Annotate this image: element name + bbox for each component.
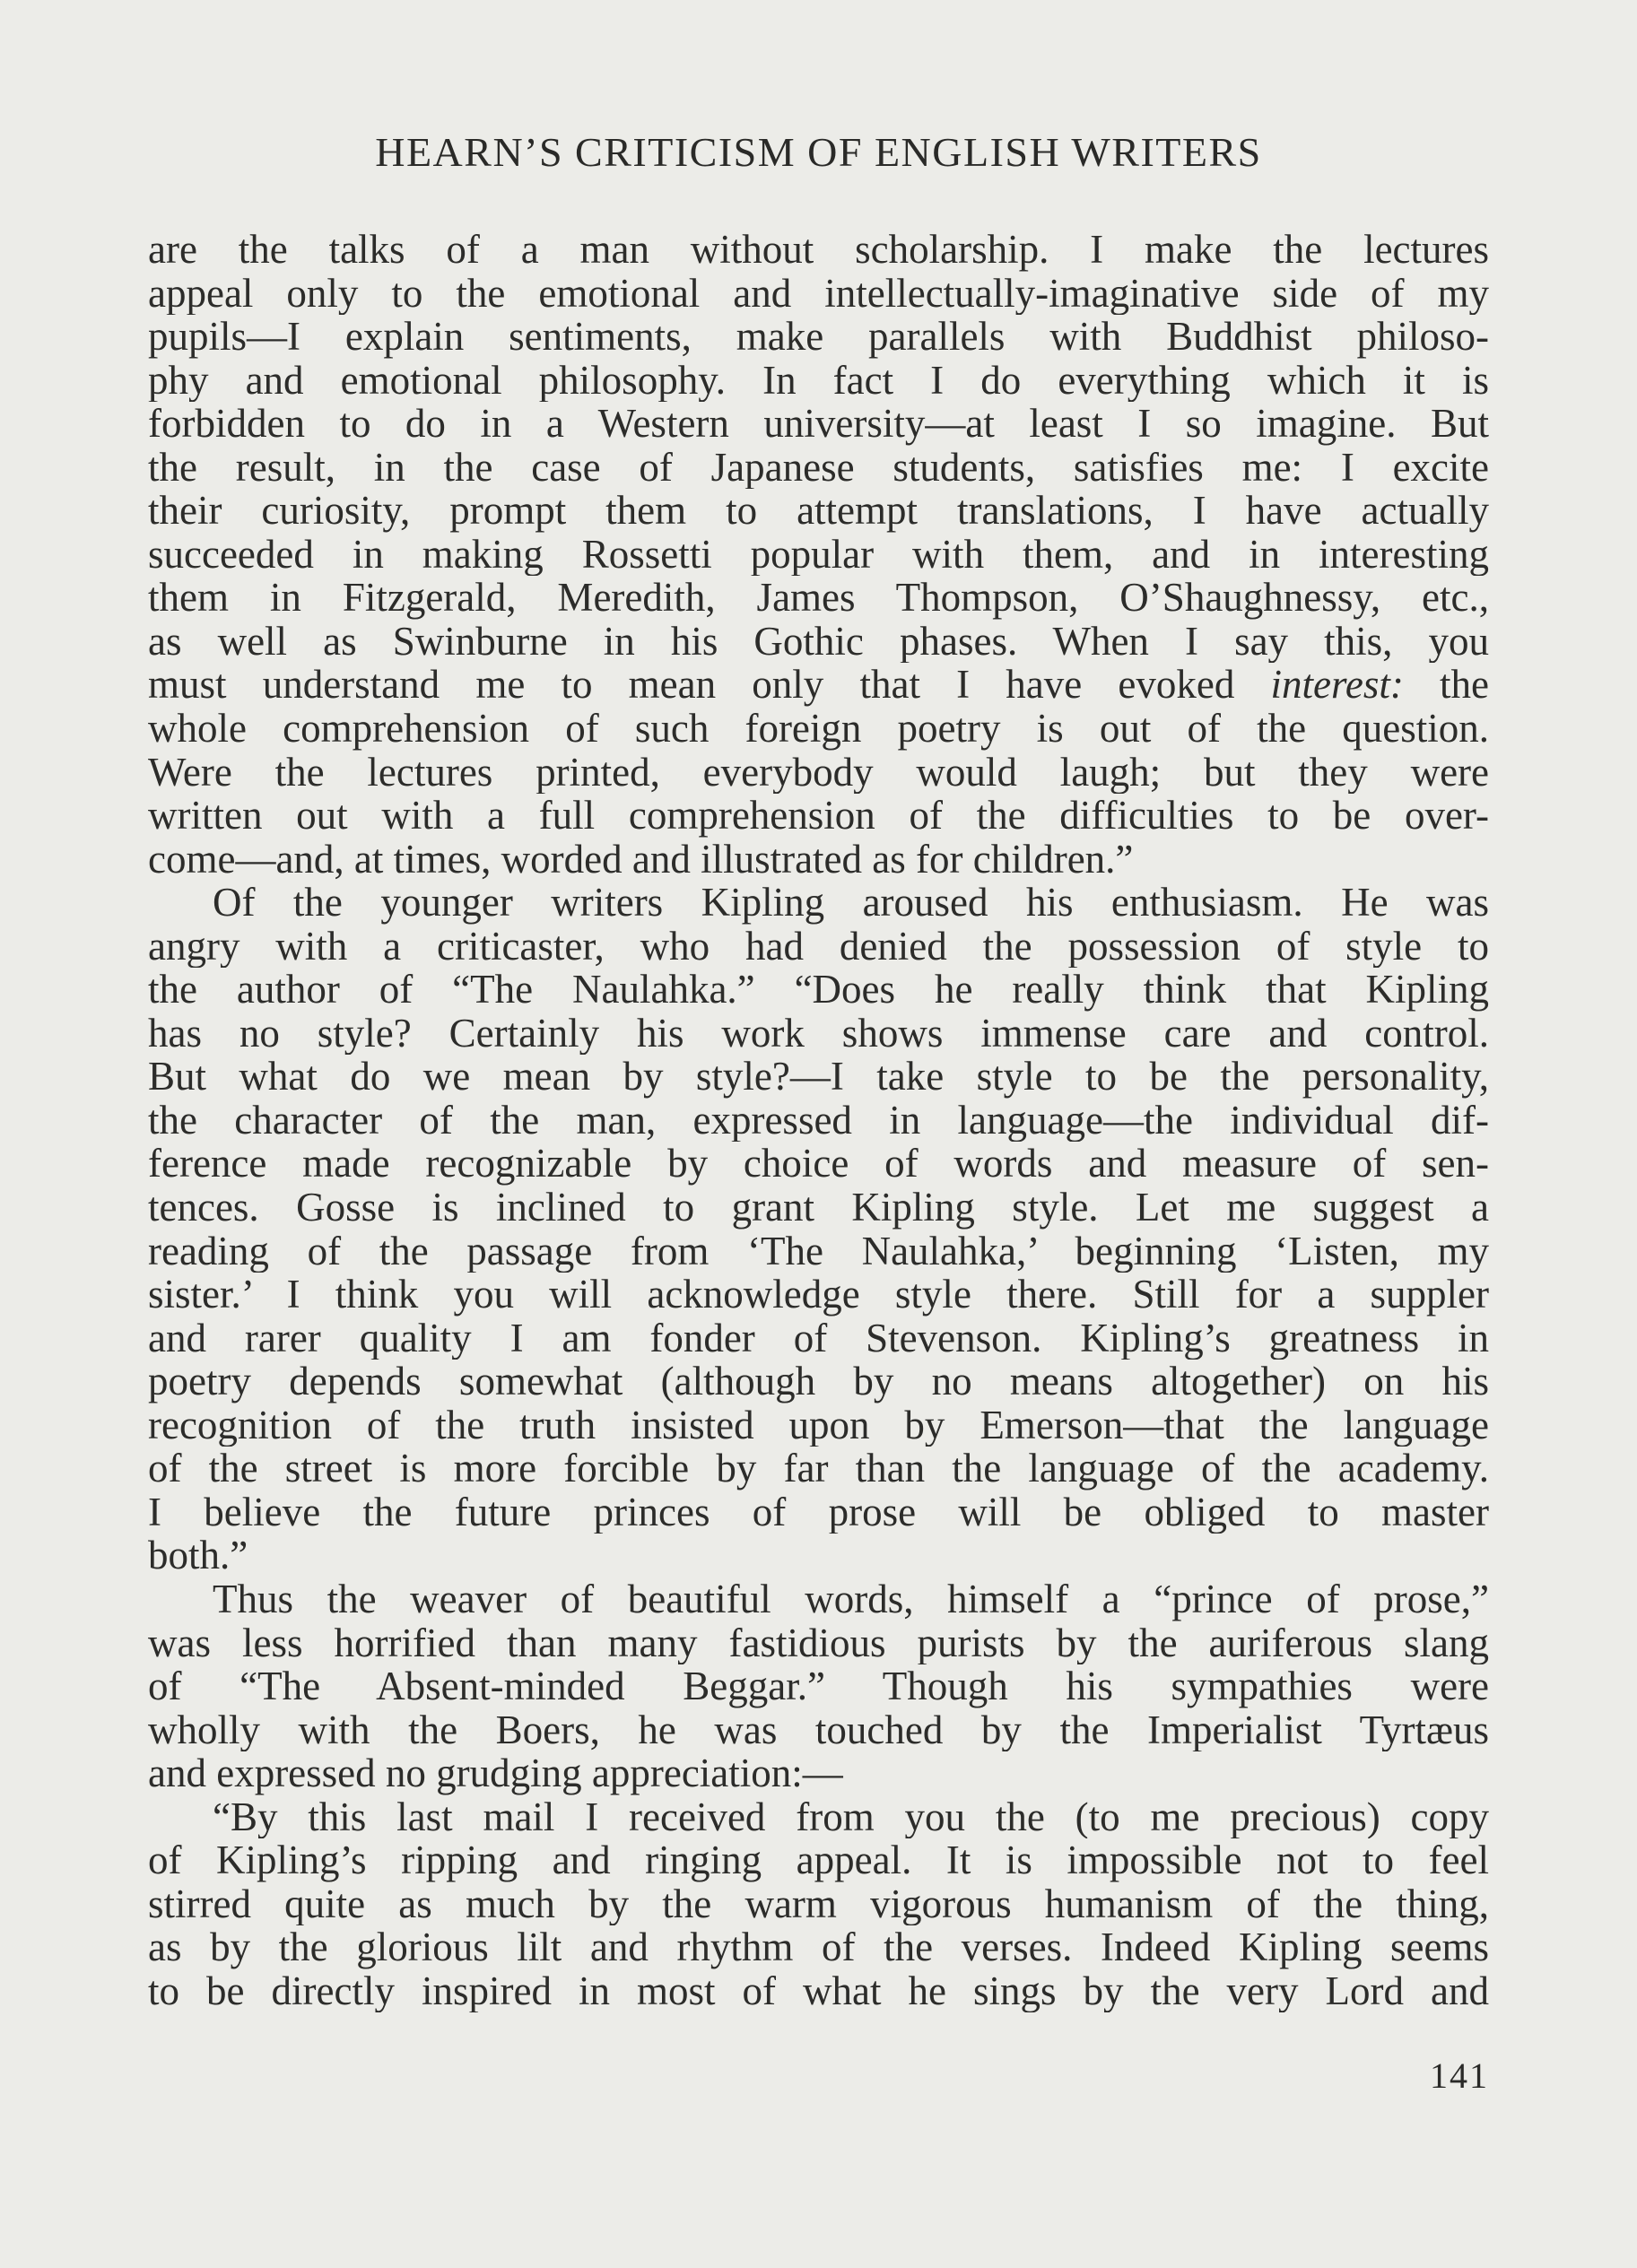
text-line: come—and, at times, worded and illustrated as for children.” — [148, 837, 1134, 882]
text-line: appeal only to the emotional and intellectually-imaginative side of my — [148, 271, 1489, 316]
text-line: of “The Absent-minded Beggar.” Though his sympathies were — [148, 1664, 1489, 1708]
paragraph-start-line: Thus the weaver of beautiful words, himself a “prince of prose,” — [213, 1577, 1489, 1621]
text-line: poetry depends somewhat (although by no means altogether) on his — [148, 1360, 1489, 1403]
text-line: reading of the passage from ‘The Naulahka,’ beginning ‘Listen, my — [148, 1229, 1489, 1273]
text-line: and expressed no grudging appreciation:— — [148, 1751, 843, 1795]
running-head: HEARN’S CRITICISM OF ENGLISH WRITERS — [375, 129, 1262, 175]
text-line: the result, in the case of Japanese students, satisfies me: I excite — [148, 445, 1489, 490]
text-line: the author of “The Naulahka.” “Does he really think that Kipling — [148, 968, 1489, 1012]
text-line: Were the lectures printed, everybody would laugh; but they were — [148, 750, 1489, 795]
text-line: phy and emotional philosophy. In fact I do everything which it is — [148, 358, 1489, 403]
text-line: and rarer quality I am fonder of Stevenson. Kipling’s greatness in — [148, 1316, 1489, 1360]
text-line: as by the glorious lilt and rhythm of the verses. Indeed Kipling seems — [148, 1925, 1489, 1969]
body-text — [148, 228, 1489, 2012]
text-line: of the street is more forcible by far than the language of the academy. — [148, 1447, 1489, 1490]
paragraph-start-line: “By this last mail I received from you the (to me precious) copy — [213, 1794, 1489, 1839]
text-line: whole comprehension of such foreign poetry is out of the question. — [148, 707, 1489, 751]
text-line: tences. Gosse is inclined to grant Kipling style. Let me suggest a — [148, 1186, 1489, 1230]
text-line: the character of the man, expressed in language—the individual dif- — [148, 1098, 1489, 1143]
italic-word: interest: — [1270, 663, 1404, 708]
text-segment: the — [1440, 663, 1489, 708]
text-line: has no style? Certainly his work shows immense care and control. — [148, 1011, 1489, 1056]
text-line: succeeded in making Rossetti popular with them, and in interesting — [148, 532, 1489, 577]
text-line: forbidden to do in a Western university—at least I so imagine. But — [148, 402, 1489, 446]
text-line: to be directly inspired in most of what he sings by the very Lord and — [148, 1968, 1489, 2013]
text-line: stirred quite as much by the warm vigorous humanism of the thing, — [148, 1881, 1489, 1926]
text-line: pupils—I explain sentiments, make parallels with Buddhist philoso- — [148, 315, 1489, 359]
text-line: recognition of the truth insisted upon by Emerson—that the language — [148, 1403, 1489, 1447]
text-line: angry with a criticaster, who had denied the possession of style to — [148, 924, 1489, 969]
text-line: ference made recognizable by choice of words and measure of sen- — [148, 1142, 1489, 1186]
paragraph-start-line: Of the younger writers Kipling aroused his enthusiasm. He was — [213, 881, 1489, 925]
text-line: both.” — [148, 1534, 248, 1577]
text-line: as well as Swinburne in his Gothic phases. When I say this, you — [148, 619, 1489, 664]
text-line-with-emphasis — [148, 663, 1489, 707]
text-line: I believe the future princes of prose will be obliged to master — [148, 1490, 1489, 1534]
text-line: are the talks of a man without scholarship. I make the lectures — [148, 228, 1489, 272]
page-number: 141 — [1430, 2055, 1489, 2096]
text-line: But what do we mean by style?—I take style to be the personality, — [148, 1055, 1489, 1099]
text-segment: must understand me to mean only that I have evoked — [148, 663, 1235, 708]
text-line: wholly with the Boers, he was touched by the Imperialist Tyrtæus — [148, 1708, 1489, 1752]
text-line: of Kipling’s ripping and ringing appeal. It is impossible not to feel — [148, 1838, 1489, 1882]
text-line: written out with a full comprehension of the difficulties to be over- — [148, 794, 1489, 838]
text-line: them in Fitzgerald, Meredith, James Thompson, O’Shaughnessy, etc., — [148, 576, 1489, 620]
text-line: their curiosity, prompt them to attempt translations, I have actually — [148, 489, 1489, 533]
text-line: sister.’ I think you will acknowledge style there. Still for a suppler — [148, 1273, 1489, 1316]
text-line: was less horrified than many fastidious purists by the auriferous slang — [148, 1621, 1489, 1665]
